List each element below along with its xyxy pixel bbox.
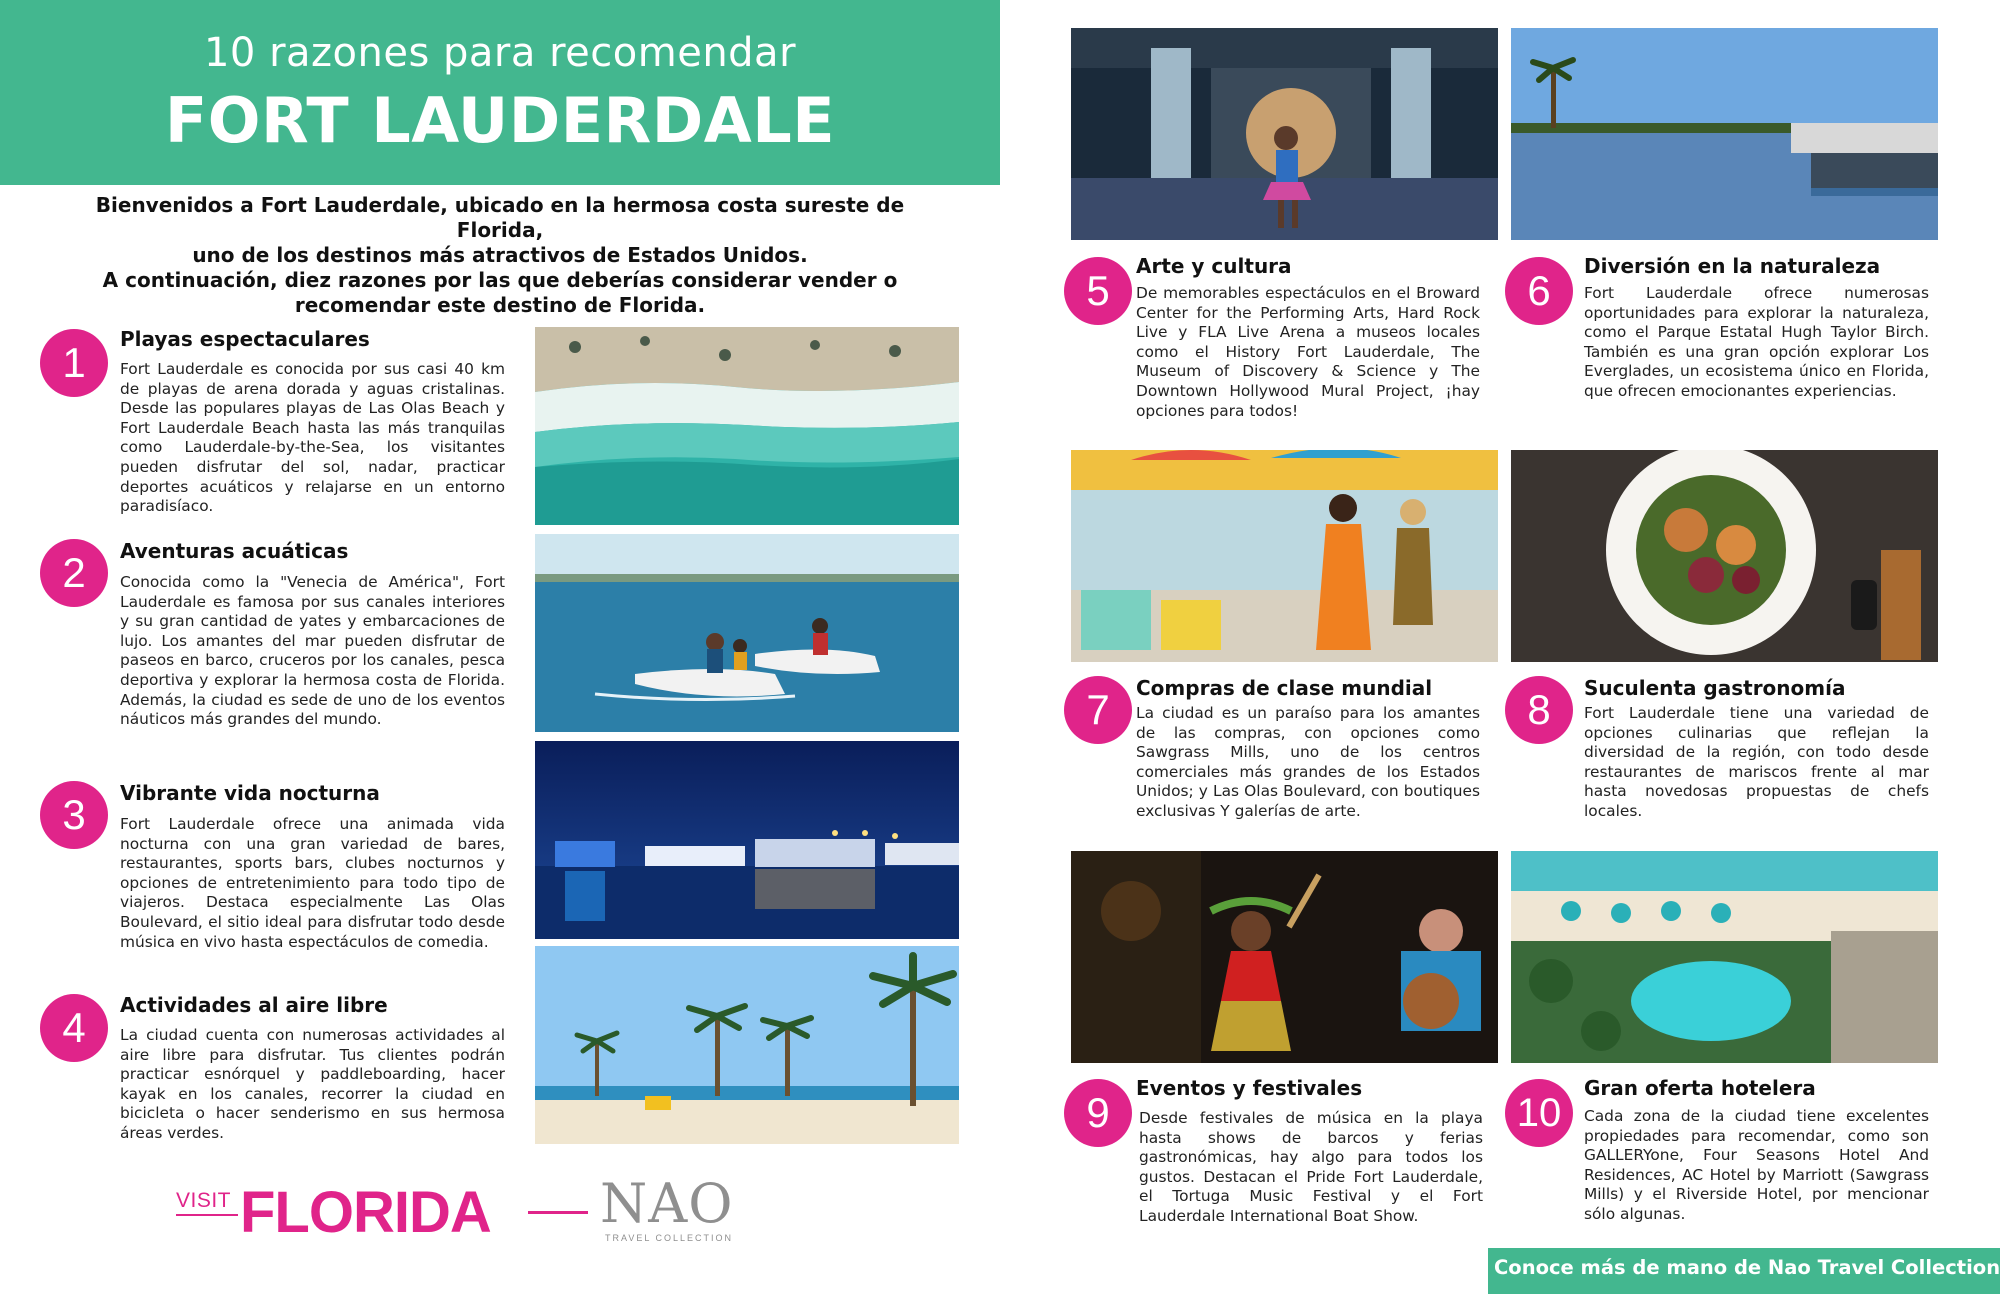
reason-title: Actividades al aire libre: [120, 993, 388, 1017]
reason-number-badge: 1: [40, 329, 108, 397]
hotel-aerial-photo: [1511, 851, 1938, 1063]
visit-logo-underline: [176, 1214, 238, 1216]
shopping-image: [1071, 450, 1498, 662]
night-harbor-photo: [535, 741, 959, 939]
reason-title: Diversión en la naturaleza: [1584, 254, 1881, 278]
hotel-aerial-image: [1511, 851, 1938, 1063]
reason-title: Suculenta gastronomía: [1584, 676, 1846, 700]
reason-number-badge: 10: [1505, 1079, 1573, 1147]
intro-line: uno de los destinos más atractivos de Estados Unidos.: [192, 243, 808, 267]
intro-line: Bienvenidos a Fort Lauderdale, ubicado en la hermosa costa sureste de Florida,: [95, 193, 905, 242]
page-title: FORT LAUDERDALE: [164, 84, 836, 157]
reason-text: Fort Lauderdale es conocida por sus casi 40 km de playas de arena dorada y aguas cristalinas. Desde las populares playas de Las Olas Beach y Fort Lauderdale Beach hasta las más tranquilas como Lauderdale-by-the-Sea, los visitantes pueden disfrutar del sol, nadar, practicar deportes acuáticos y relajarse en un entorno paradisíaco.: [120, 360, 505, 516]
header-subtitle: 10 razones para recomendar: [203, 30, 797, 76]
night-harbor-image: [535, 741, 959, 939]
reason-title: Vibrante vida nocturna: [120, 781, 380, 805]
reason-title: Eventos y festivales: [1136, 1076, 1363, 1100]
reason-number-badge: 6: [1505, 257, 1573, 325]
reason-text: De memorables espectáculos en el Broward Center for the Performing Arts, Hard Rock Live y FLA Live Arena a museos locales como el History Fort Lauderdale, The Museum of Discovery & Science y The Downtown Hollywood Mural Project, ¡hay opciones para todos!: [1136, 284, 1480, 420]
reason-text: Fort Lauderdale ofrece numerosas oportunidades para explorar la naturaleza, como el Parque Estatal Hugh Taylor Birch. También es una gran opción explorar Los Everglades, un ecosistema único en Florida, que ofrecen emocionantes experiencias.: [1584, 284, 1929, 400]
festival-photo: [1071, 851, 1498, 1063]
palm-beach-image: [535, 946, 959, 1144]
visit-logo-text: VISIT: [176, 1189, 232, 1212]
museum-image: [1071, 28, 1498, 240]
intro-text: [60, 193, 940, 318]
food-image: [1511, 450, 1938, 662]
reason-title: Playas espectaculares: [120, 327, 370, 351]
reason-text: La ciudad cuenta con numerosas actividades al aire libre para disfrutar. Tus clientes podrán practicar esnórquel y paddleboarding, hacer kayak en los canales, recorrer la ciudad en bicicleta o hacer senderismo en sus hermosa áreas verdes.: [120, 1026, 505, 1142]
festival-image: [1071, 851, 1498, 1063]
reason-number-badge: 2: [40, 539, 108, 607]
reason-text: Cada zona de la ciudad tiene excelentes propiedades para recomendar, como son GALLERYone, Four Seasons Hotel And Residences, AC Hotel by Marriott (Sawgrass Mills) y el Riverside Hotel, por mencionar sólo algunas.: [1584, 1107, 1929, 1223]
reason-text: Conocida como la "Venecia de América", Fort Lauderdale es famosa por sus canales interiores y su gran cantidad de yates y embarcaciones de lujo. Los amantes del mar pueden disfrutar de paseos en barco, cruceros por los canales, pesca deportiva y explorar la hermosa costa de Florida. Además, la ciudad es sede de uno de los eventos náuticos más grandes del mundo.: [120, 573, 505, 729]
reason-text: La ciudad es un paraíso para los amantes de las compras, con opciones como Sawgrass Mills, uno de los centros comerciales más grandes de los Estados Unidos; y Las Olas Boulevard, con boutiques exclusivas Y galerías de arte.: [1136, 704, 1480, 820]
everglades-photo: [1511, 28, 1938, 240]
reason-number-badge: 8: [1505, 676, 1573, 744]
reason-text: Fort Lauderdale tiene una variedad de opciones culinarias que reflejan la diversidad de la región, con todo desde restaurantes de mariscos frente al mar hasta novedosas propuestas de chefs locales.: [1584, 704, 1929, 820]
reason-number-badge: 9: [1064, 1079, 1132, 1147]
nao-logo: NAO: [600, 1172, 734, 1235]
reason-text: Desde festivales de música en la playa hasta shows de barcos y ferias gastronómicas, hay algo para todos los gustos. Destacan el Pride Fort Lauderdale, el Tortuga Music Festival y el Fort Lauderdale International Boat Show.: [1139, 1109, 1483, 1225]
reason-number-badge: 5: [1064, 257, 1132, 325]
reason-text: Fort Lauderdale ofrece una animada vida nocturna con una gran variedad de bares, restaurantes, sports bars, clubes nocturnos y opciones de entretenimiento para todo tipo de viajeros. Destaca especialmente Las Olas Boulevard, el sitio ideal para disfrutar todo desde música en vivo hasta espectáculos de comedia.: [120, 815, 505, 951]
reason-number-badge: 3: [40, 781, 108, 849]
reason-title: Gran oferta hotelera: [1584, 1076, 1816, 1100]
nao-logo-subtitle: TRAVEL COLLECTION: [605, 1233, 734, 1243]
logo-separator: [528, 1211, 588, 1214]
florida-logo-text: FLORIDA: [240, 1180, 491, 1245]
museum-photo: [1071, 28, 1498, 240]
reason-number-badge: 7: [1064, 676, 1132, 744]
shopping-photo: [1071, 450, 1498, 662]
beach-aerial-photo: [535, 327, 959, 525]
reason-number-badge: 4: [40, 994, 108, 1062]
beach-aerial-image: [535, 327, 959, 525]
header-banner: [0, 0, 1000, 185]
palm-beach-photo: [535, 946, 959, 1144]
food-photo: [1511, 450, 1938, 662]
intro-line: recomendar este destino de Florida.: [294, 293, 706, 317]
everglades-image: [1511, 28, 1938, 240]
reason-title: Aventuras acuáticas: [120, 539, 349, 563]
reason-title: Arte y cultura: [1136, 254, 1292, 278]
nao-cta-button[interactable]: Conoce más de mano de Nao Travel Collection: [1488, 1248, 2000, 1294]
jet-ski-image: [535, 534, 959, 732]
jet-ski-photo: [535, 534, 959, 732]
intro-line: A continuación, diez razones por las que deberías considerar vender o: [102, 268, 898, 292]
reason-title: Compras de clase mundial: [1136, 676, 1433, 700]
